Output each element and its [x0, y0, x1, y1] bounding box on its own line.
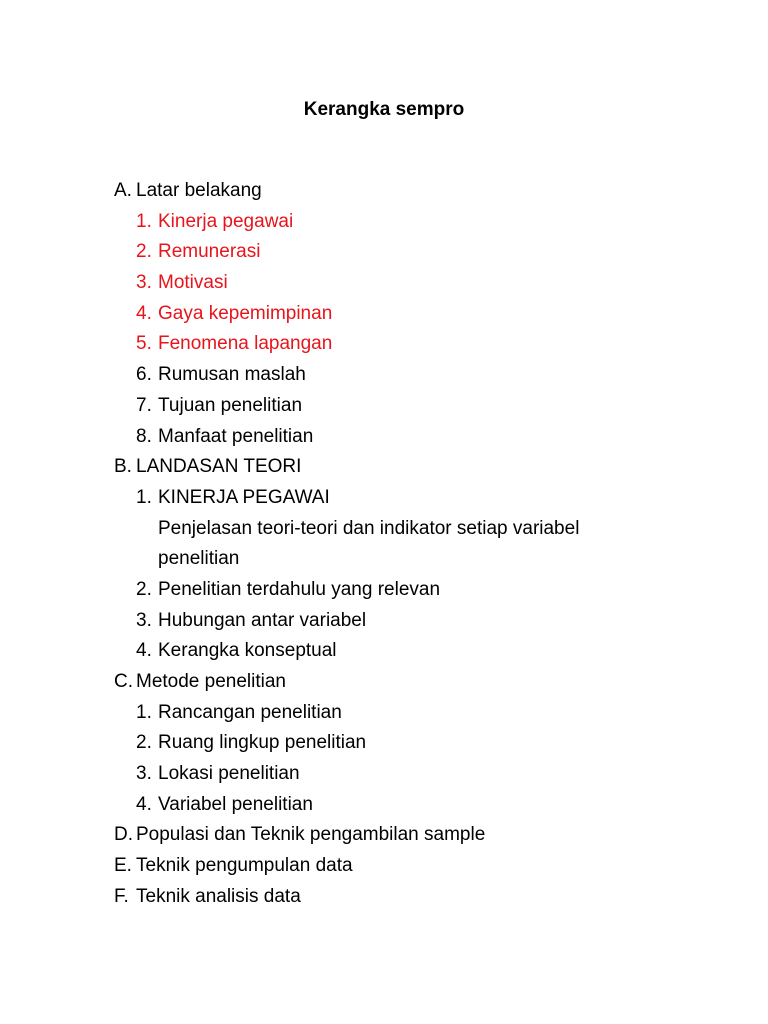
section-heading	[114, 851, 714, 882]
item-label: Manfaat penelitian	[158, 425, 314, 447]
item-label: Fenomena lapangan	[158, 333, 333, 355]
list-item	[114, 268, 714, 299]
item-description: Penjelasan teori-teori dan indikator setiap variabel	[158, 517, 580, 539]
list-item	[114, 207, 714, 238]
list-item	[114, 483, 714, 514]
item-description: penelitian	[158, 548, 240, 570]
list-item	[114, 728, 714, 759]
item-marker: 5.	[136, 333, 152, 355]
list-item	[114, 422, 714, 453]
list-item	[114, 636, 714, 667]
item-marker: 2.	[136, 241, 152, 263]
item-label: Penelitian terdahulu yang relevan	[158, 578, 441, 600]
item-marker: 4.	[136, 302, 152, 324]
item-marker: 1.	[136, 210, 152, 232]
item-marker: 3.	[136, 272, 152, 294]
item-label: Hubungan antar variabel	[158, 609, 367, 631]
section-label: LANDASAN TEORI	[136, 456, 302, 478]
section-marker: C.	[114, 671, 133, 692]
section-marker: E.	[114, 855, 132, 877]
item-label: Kerangka konseptual	[158, 640, 337, 662]
list-item	[114, 329, 714, 360]
list-item	[114, 759, 714, 790]
item-label: Ruang lingkup penelitian	[158, 732, 367, 754]
item-marker: 6.	[136, 364, 152, 386]
list-item	[114, 360, 714, 391]
list-item	[114, 575, 714, 606]
item-label: Variabel penelitian	[158, 793, 313, 815]
section-heading	[114, 882, 714, 913]
item-marker: 3.	[136, 609, 152, 631]
item-label: Lokasi penelitian	[158, 763, 300, 785]
item-label: KINERJA PEGAWAI	[158, 486, 330, 508]
section-label: Teknik pengumpulan data	[136, 855, 353, 877]
section-label: Metode penelitian	[136, 671, 286, 692]
section-heading	[114, 452, 714, 483]
item-label: Tujuan penelitian	[158, 394, 303, 416]
list-item	[114, 790, 714, 821]
section-marker: F.	[114, 885, 129, 907]
section-marker: A.	[114, 180, 132, 201]
section-label: Latar belakang	[136, 180, 262, 201]
section-heading	[114, 667, 714, 698]
section-label: Teknik analisis data	[136, 885, 301, 907]
item-marker: 1.	[136, 701, 152, 723]
section-heading	[114, 176, 714, 207]
section-marker: B.	[114, 456, 132, 478]
item-label: Kinerja pegawai	[158, 210, 294, 232]
item-label: Rancangan penelitian	[158, 701, 342, 723]
item-label: Remunerasi	[158, 241, 261, 263]
item-label: Motivasi	[158, 272, 228, 294]
item-label: Rumusan maslah	[158, 364, 306, 386]
list-item	[114, 237, 714, 268]
item-marker: 4.	[136, 640, 152, 662]
list-item	[114, 391, 714, 422]
section-label: Populasi dan Teknik pengambilan sample	[136, 824, 486, 846]
item-label: Gaya kepemimpinan	[158, 302, 333, 324]
section-marker: D.	[114, 824, 133, 846]
item-marker: 3.	[136, 763, 152, 785]
list-item	[114, 606, 714, 637]
document-title: Kerangka sempro	[303, 99, 465, 120]
item-marker: 7.	[136, 394, 152, 416]
outline-list	[114, 176, 714, 913]
item-marker: 2.	[136, 732, 152, 754]
item-marker: 8.	[136, 425, 152, 447]
section-heading	[114, 820, 714, 851]
item-marker: 4.	[136, 793, 152, 815]
list-item	[114, 698, 714, 729]
item-marker: 2.	[136, 578, 152, 600]
list-item	[114, 299, 714, 330]
item-marker: 1.	[136, 486, 152, 508]
